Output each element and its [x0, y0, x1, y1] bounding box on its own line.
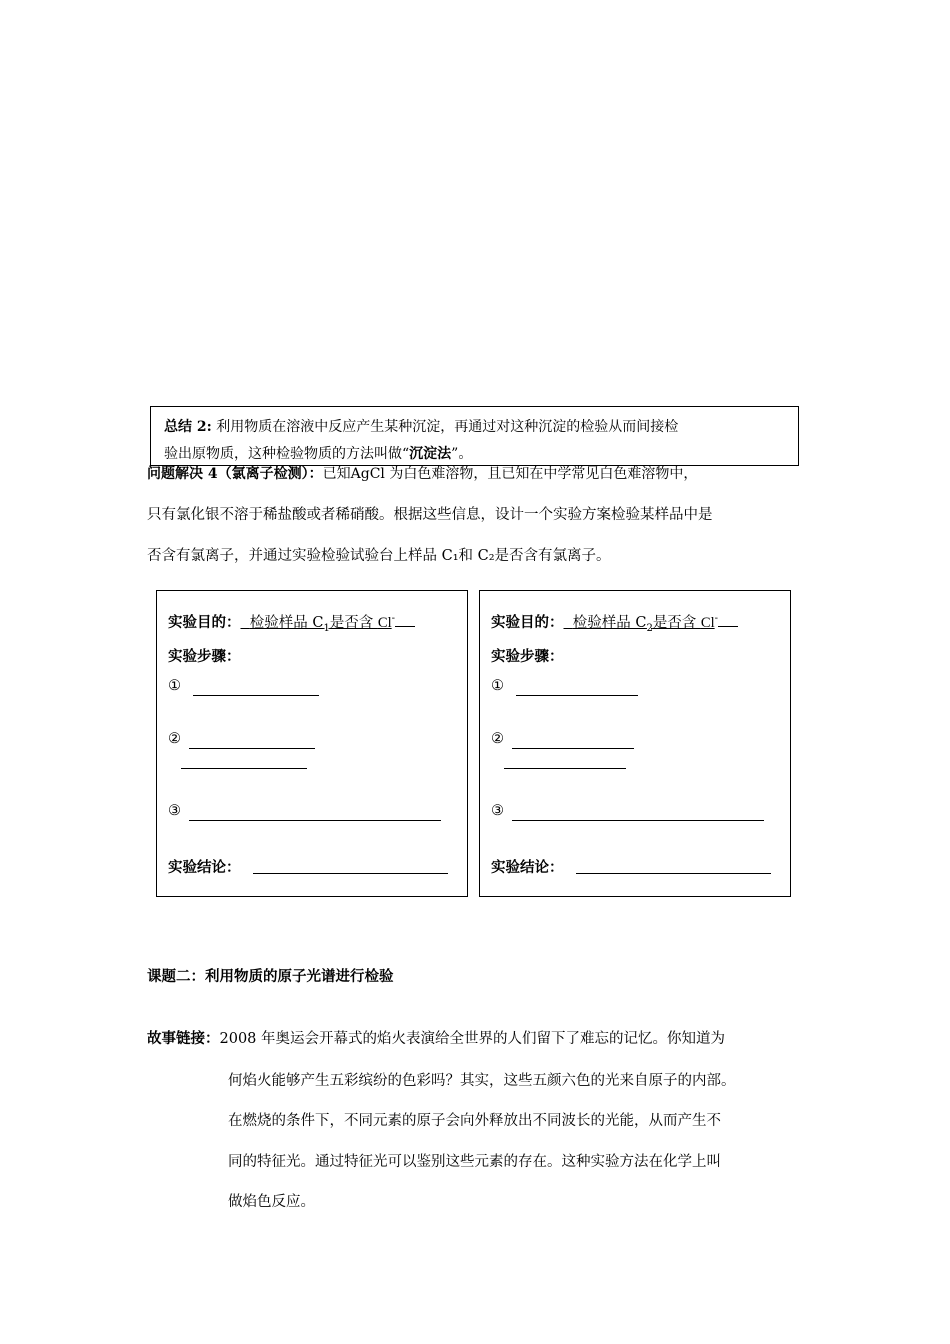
summary-line-1 [164, 416, 678, 436]
story-label: 故事链接： [147, 1030, 220, 1047]
problem-line-3: 否含有氯离子，并通过实验检验试验台上样品 C₁和 C₂是否含有氯离子。 [147, 548, 611, 564]
topic-2-title: 课题二：利用物质的原子光谱进行检验 [147, 968, 394, 985]
step-1 [168, 678, 181, 694]
purpose-value [241, 615, 392, 634]
purpose-text-b: 是否含 [329, 615, 378, 631]
summary-box [150, 406, 799, 466]
purpose-text-a: 检验样品 C [572, 615, 647, 631]
step-2-marker: ② [491, 731, 504, 747]
step-3-blank[interactable] [189, 820, 441, 821]
problem-line-2: 只有氯化银不溶于稀盐酸或者稀硝酸。根据这些信息，设计一个实验方案检验某样品中是 [147, 507, 713, 523]
step-2 [168, 731, 181, 747]
purpose-text-a: 检验样品 C [249, 615, 324, 631]
story-line-2: 何焰火能够产生五彩缤纷的色彩吗？其实，这些五颜六色的光来自原子的内部。 [228, 1073, 736, 1089]
step-3-blank[interactable] [512, 820, 764, 821]
step-3-marker: ③ [491, 803, 504, 819]
conclusion-blank[interactable] [576, 873, 771, 874]
experiment-box-1 [156, 590, 468, 897]
step-2 [491, 731, 504, 747]
story-text-1: 2008 年奥运会开幕式的焰火表演给全世界的人们留下了难忘的记忆。你知道为 [219, 1031, 726, 1047]
step-1 [491, 678, 504, 694]
steps-label: 实验步骤： [168, 648, 241, 665]
experiment-box-2 [479, 590, 791, 897]
steps-label: 实验步骤： [491, 648, 564, 665]
summary-label: 总结 2: [164, 419, 212, 435]
step-3 [168, 803, 181, 819]
purpose-cl: Cl [377, 615, 392, 631]
step-1-marker: ① [491, 678, 504, 694]
story-line-3: 在燃烧的条件下，不同元素的原子会向外释放出不同波长的光能，从而产生不 [228, 1113, 721, 1129]
step-3-marker: ③ [168, 803, 181, 819]
story-line-5: 做焰色反应。 [228, 1194, 315, 1210]
conclusion-label: 实验结论： [491, 859, 564, 876]
problem-label: 问题解决 4（氯离子检测）： [147, 466, 323, 482]
purpose-label: 实验目的： [168, 614, 241, 631]
conclusion-blank[interactable] [253, 873, 448, 874]
story-line-4: 同的特征光。通过特征光可以鉴别这些元素的存在。这种实验方法在化学上叫 [228, 1154, 721, 1170]
step-1-blank[interactable] [516, 695, 638, 696]
conclusion-label: 实验结论： [168, 859, 241, 876]
experiment-purpose-2 [491, 611, 738, 634]
story-line-1 [147, 1027, 725, 1048]
summary-text-2a: 验出原物质，这种检验物质的方法叫做“ [164, 446, 410, 462]
purpose-superscript: - [714, 613, 719, 625]
purpose-label: 实验目的： [491, 614, 564, 631]
purpose-text-b: 是否含 [652, 615, 701, 631]
summary-text-2b: ”。 [451, 446, 473, 462]
experiment-purpose-1 [168, 611, 415, 634]
step-2-blank-a[interactable] [512, 748, 634, 749]
summary-text-1: 利用物质在溶液中反应产生某种沉淀，再通过对这种沉淀的检验从而间接检 [216, 419, 679, 435]
step-2-marker: ② [168, 731, 181, 747]
purpose-blank[interactable] [395, 625, 415, 627]
summary-line-2 [164, 443, 472, 463]
summary-term: 沉淀法 [409, 446, 452, 462]
step-2-blank-b[interactable] [181, 768, 307, 769]
problem-line-1-text: 已知AgCl 为白色难溶物，且已知在中学常见白色难溶物中， [322, 466, 698, 482]
step-1-blank[interactable] [193, 695, 319, 696]
step-1-marker: ① [168, 678, 181, 694]
purpose-subscript: 1 [323, 622, 330, 634]
step-3 [491, 803, 504, 819]
problem-line-1 [147, 463, 697, 483]
purpose-subscript: 2 [646, 622, 653, 634]
purpose-value [564, 615, 715, 634]
step-2-blank-a[interactable] [189, 748, 315, 749]
purpose-superscript: - [391, 613, 396, 625]
step-2-blank-b[interactable] [504, 768, 626, 769]
purpose-blank[interactable] [718, 625, 738, 627]
purpose-cl: Cl [700, 615, 715, 631]
